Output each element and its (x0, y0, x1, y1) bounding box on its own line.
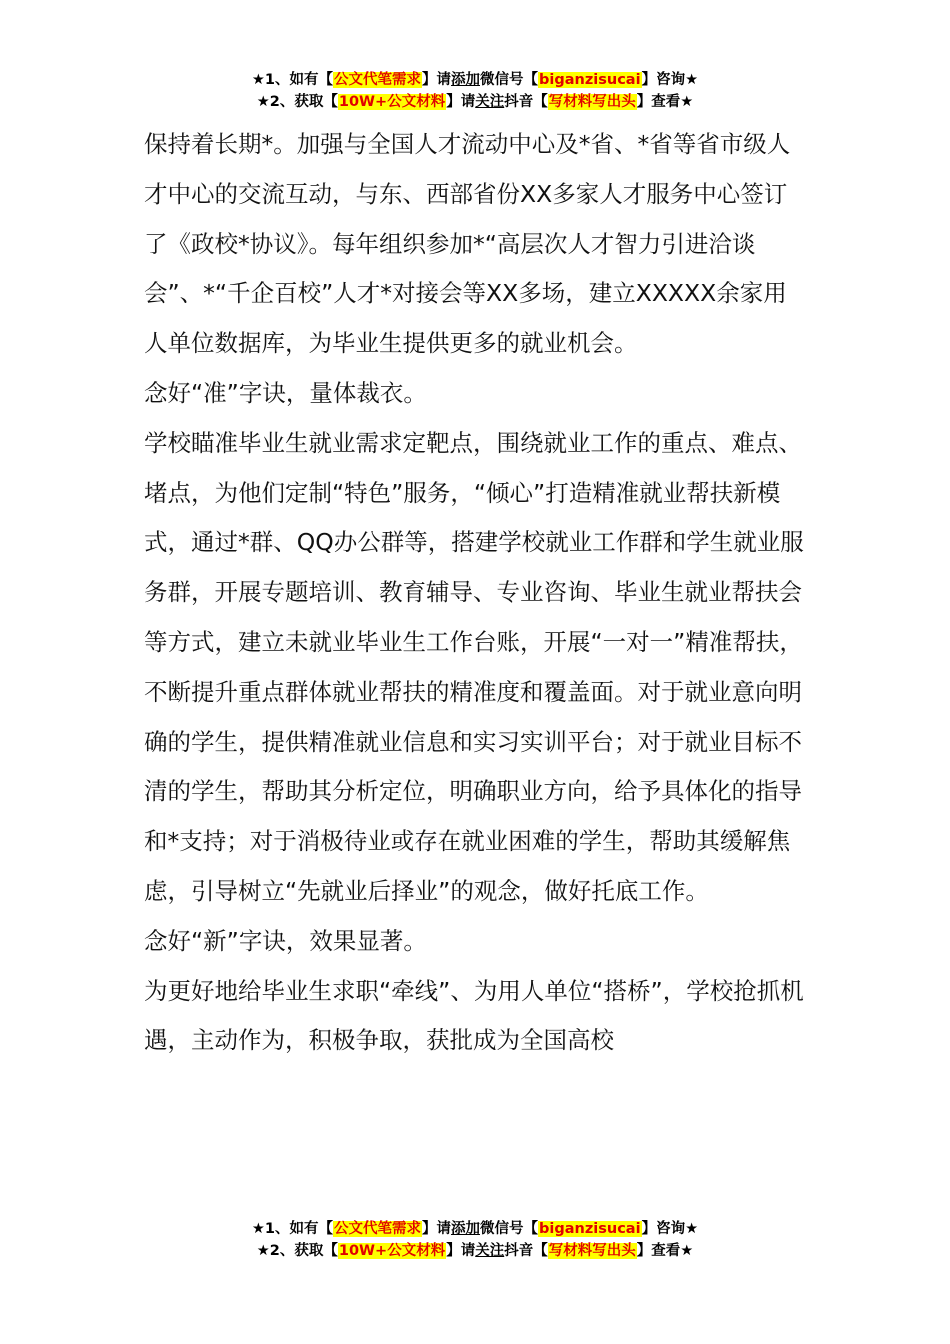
promo-text: 微信号【 (480, 72, 539, 88)
promo-line-1 (0, 1218, 950, 1240)
promo-line-1 (0, 69, 950, 91)
promo-text: ★2、获取【 (256, 1243, 338, 1259)
promo-text: 】咨询★ (641, 1221, 699, 1237)
promo-highlight: 公文代笔需求 (334, 1221, 422, 1237)
promo-text: 】请 (422, 72, 452, 88)
promo-emphasis: 关注 (475, 1243, 505, 1259)
promo-highlight: biganzisucai (539, 1221, 641, 1237)
body-paragraph: 学校瞄准毕业生就业需求定靶点，围绕就业工作的重点、难点、堵点，为他们定制“特色”服务，“倾心”打造精准就业帮扶新模式，通过*群、QQ办公群等，搭建学校就业工作群和学生就业服务群，开展专题培训、教育辅导、专业咨询、毕业生就业帮扶会等方式，建立未就业毕业生工作台账，开展“一对一”精准帮扶，不断提升重点群体就业帮扶的精准度和覆盖面。对于就业意向明确的学生，提供精准就业信息和实习实训平台；对于就业目标不清的学生，帮助其分析定位，明确职业方向，给予具体化的指导和*支持；对于消极待业或存在就业困难的学生，帮助其缓解焦虑，引导树立“先就业后择业”的观念，做好托底工作。 (144, 428, 804, 905)
promo-text: 】查看★ (636, 1243, 694, 1259)
document-body (144, 120, 809, 1066)
body-paragraph: 为更好地给毕业生求职“牵线”、为用人单位“搭桥”，学校抢抓机遇，主动作为，积极争取，获批成为全国高校 (144, 976, 804, 1055)
promo-line-2 (0, 91, 950, 113)
promo-emphasis: 添加 (451, 1221, 481, 1237)
promo-text: 】请 (422, 1221, 452, 1237)
promo-highlight: 写材料写出头 (548, 1243, 636, 1259)
promo-text: 抖音【 (504, 94, 548, 110)
promo-text: 】请 (446, 1243, 476, 1259)
promo-text: 】查看★ (636, 94, 694, 110)
body-paragraph: 保持着长期*。加强与全国人才流动中心及*省、*省等省市级人才中心的交流互动，与东、西部省份XX多家人才服务中心签订了《政校*协议》。每年组织参加*“高层次人才智力引进洽谈会”、*“千企百校”人才*对接会等XX多场，建立XXXXX余家用人单位数据库，为毕业生提供更多的就业机会。 (144, 130, 791, 358)
promo-emphasis: 添加 (451, 72, 481, 88)
promo-highlight: 公文代笔需求 (334, 72, 422, 88)
section-heading: 念好“准”字诀，量体裁衣。 (144, 378, 427, 407)
header-promo-banner (0, 69, 950, 113)
promo-highlight: biganzisucai (539, 72, 641, 88)
promo-emphasis: 关注 (475, 94, 505, 110)
footer-promo-banner (0, 1218, 950, 1262)
promo-highlight: 10W+公文材料 (338, 1243, 446, 1259)
promo-text: ★1、如有【 (251, 72, 334, 88)
promo-text: 】请 (446, 94, 476, 110)
promo-highlight: 写材料写出头 (548, 94, 636, 110)
promo-text: ★1、如有【 (251, 1221, 334, 1237)
promo-text: 】咨询★ (641, 72, 699, 88)
promo-highlight: 10W+公文材料 (338, 94, 446, 110)
promo-text: ★2、获取【 (256, 94, 338, 110)
section-heading: 念好“新”字诀，效果显著。 (144, 926, 427, 955)
promo-text: 抖音【 (504, 1243, 548, 1259)
promo-text: 微信号【 (480, 1221, 539, 1237)
promo-line-2 (0, 1240, 950, 1262)
